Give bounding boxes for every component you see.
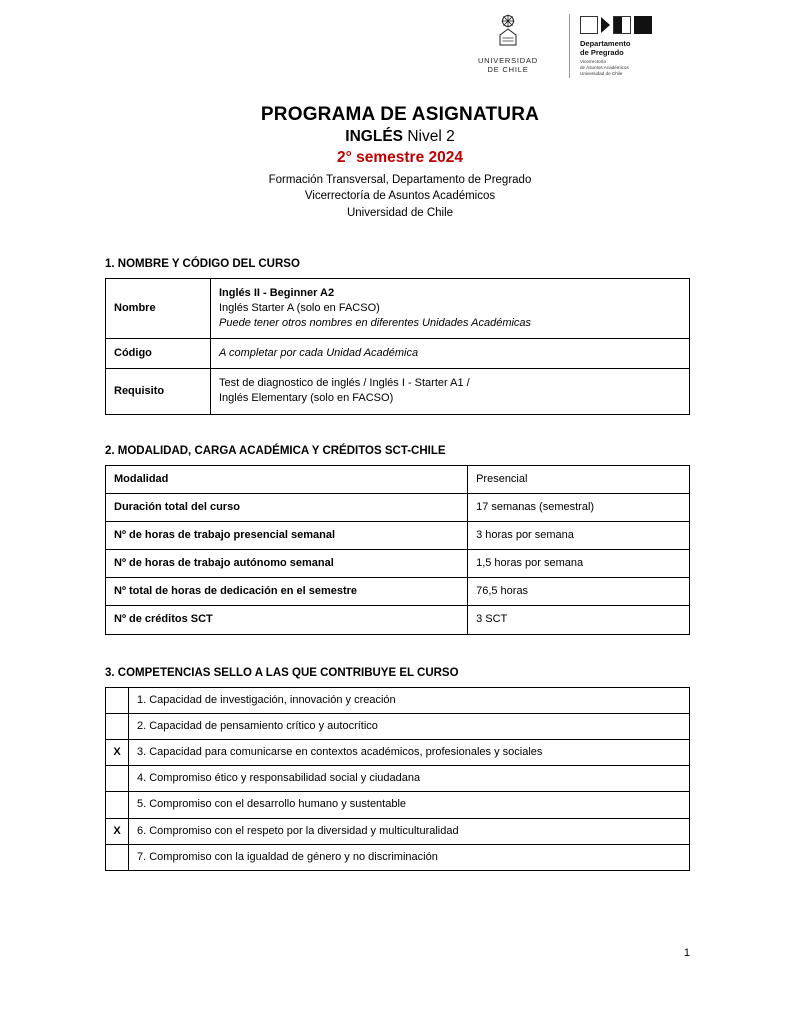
sct-credits-label: Nº de créditos SCT	[106, 606, 468, 634]
department-title-line2: de Pregrado	[580, 48, 624, 57]
table-row	[106, 493, 690, 521]
row-label-codigo: Código	[106, 339, 211, 369]
competency-mark-7	[106, 844, 129, 870]
sct-credits-value: 3 SCT	[468, 606, 690, 634]
competency-text-4: 4. Compromiso ético y responsabilidad social y ciudadana	[129, 766, 690, 792]
department-sub-line2: de Asuntos Académicos	[580, 65, 629, 71]
section-3	[0, 667, 800, 871]
table-row	[106, 844, 690, 870]
triangle-icon	[601, 17, 610, 33]
table-row	[106, 278, 690, 339]
competency-mark-2	[106, 713, 129, 739]
row-label-nombre: Nombre	[106, 278, 211, 339]
table-row	[106, 550, 690, 578]
course-name-alt: Inglés Starter A (solo en FACSO)	[219, 301, 380, 314]
department-title-line1: Departamento	[580, 39, 631, 48]
competency-text-7: 7. Compromiso con la igualdad de género y no discriminación	[129, 844, 690, 870]
modality-label: Modalidad	[106, 465, 468, 493]
modality-value: Presencial	[468, 465, 690, 493]
table-row	[106, 792, 690, 818]
competency-mark-3: X	[106, 739, 129, 765]
competency-text-2: 2. Capacidad de pensamiento crítico y autocrítico	[129, 713, 690, 739]
course-name-primary: Inglés II - Beginner A2	[219, 286, 335, 299]
department-logo	[569, 14, 690, 78]
section-3-heading: 3. COMPETENCIAS SELLO A LAS QUE CONTRIBUYE EL CURSO	[105, 666, 459, 679]
requisite-line-1: Test de diagnostico de inglés / Inglés I - Starter A1 /	[219, 377, 470, 390]
square-filled-icon	[634, 16, 652, 34]
header-logos	[0, 0, 800, 78]
competency-text-6: 6. Compromiso con el respeto por la diversidad y multiculturalidad	[129, 818, 690, 844]
university-crest-icon	[491, 14, 525, 54]
table-row	[106, 521, 690, 549]
competency-text-1: 1. Capacidad de investigación, innovación y creación	[129, 687, 690, 713]
university-of-chile-logo	[465, 14, 551, 75]
course-name-note: Puede tener otros nombres en diferentes Unidades Académicas	[219, 316, 532, 329]
row-value-requisito	[211, 369, 690, 414]
competency-mark-6: X	[106, 818, 129, 844]
university-name-line1: UNIVERSIDAD	[477, 56, 539, 65]
competency-text-5: 5. Compromiso con el desarrollo humano y sustentable	[129, 792, 690, 818]
duration-label: Duración total del curso	[106, 493, 468, 521]
row-value-nombre	[211, 278, 690, 339]
department-sub-line1: Vicerrectoría	[580, 59, 606, 64]
competencies-table	[105, 687, 690, 871]
course-code-note: A completar por cada Unidad Académica	[219, 347, 419, 360]
document-title-block	[0, 104, 800, 222]
autonomous-hours-value: 1,5 horas por semana	[468, 550, 690, 578]
section-2	[0, 445, 800, 635]
org-line-1: Formación Transversal, Departamento de Pregrado	[268, 173, 532, 186]
table-row	[106, 766, 690, 792]
course-title	[0, 128, 800, 146]
department-sub-line3: Universidad de Chile	[580, 71, 623, 77]
org-line-2: Vicerrectoría de Asuntos Académicos	[304, 190, 496, 203]
semester-label: 2° semestre 2024	[337, 148, 463, 166]
total-hours-value: 76,5 horas	[468, 578, 690, 606]
course-title-level: Nivel 2	[407, 127, 455, 145]
section-1	[0, 258, 800, 415]
modality-credits-table	[105, 465, 690, 635]
university-name-line2: DE CHILE	[487, 65, 529, 75]
course-name-table	[105, 278, 690, 415]
duration-value: 17 semanas (semestral)	[468, 493, 690, 521]
table-row	[106, 369, 690, 414]
table-row	[106, 713, 690, 739]
section-1-heading: 1. NOMBRE Y CÓDIGO DEL CURSO	[105, 257, 300, 270]
competency-text-3: 3. Capacidad para comunicarse en contextos académicos, profesionales y sociales	[129, 739, 690, 765]
table-row	[106, 465, 690, 493]
section-2-heading: 2. MODALIDAD, CARGA ACADÉMICA Y CRÉDITOS SCT-CHILE	[105, 444, 446, 457]
department-mark-icons	[580, 14, 690, 36]
page-number: 1	[683, 947, 690, 959]
presencial-hours-value: 3 horas por semana	[468, 521, 690, 549]
competency-mark-5	[106, 792, 129, 818]
row-value-codigo	[211, 339, 690, 369]
table-row	[106, 687, 690, 713]
total-hours-label: Nº total de horas de dedicación en el semestre	[106, 578, 468, 606]
table-row	[106, 606, 690, 634]
requisite-line-2: Inglés Elementary (solo en FACSO)	[219, 392, 394, 405]
row-label-requisito: Requisito	[106, 369, 211, 414]
table-row	[106, 578, 690, 606]
autonomous-hours-label: Nº de horas de trabajo autónomo semanal	[106, 550, 468, 578]
table-row	[106, 818, 690, 844]
presencial-hours-label: Nº de horas de trabajo presencial semanal	[106, 521, 468, 549]
competency-mark-4	[106, 766, 129, 792]
square-half-icon	[613, 16, 631, 34]
org-line-3: Universidad de Chile	[346, 206, 454, 219]
page-title: PROGRAMA DE ASIGNATURA	[260, 103, 540, 125]
square-outline-icon	[580, 16, 598, 34]
table-row	[106, 339, 690, 369]
course-title-bold: INGLÉS	[345, 127, 403, 145]
table-row	[106, 739, 690, 765]
competency-mark-1	[106, 687, 129, 713]
